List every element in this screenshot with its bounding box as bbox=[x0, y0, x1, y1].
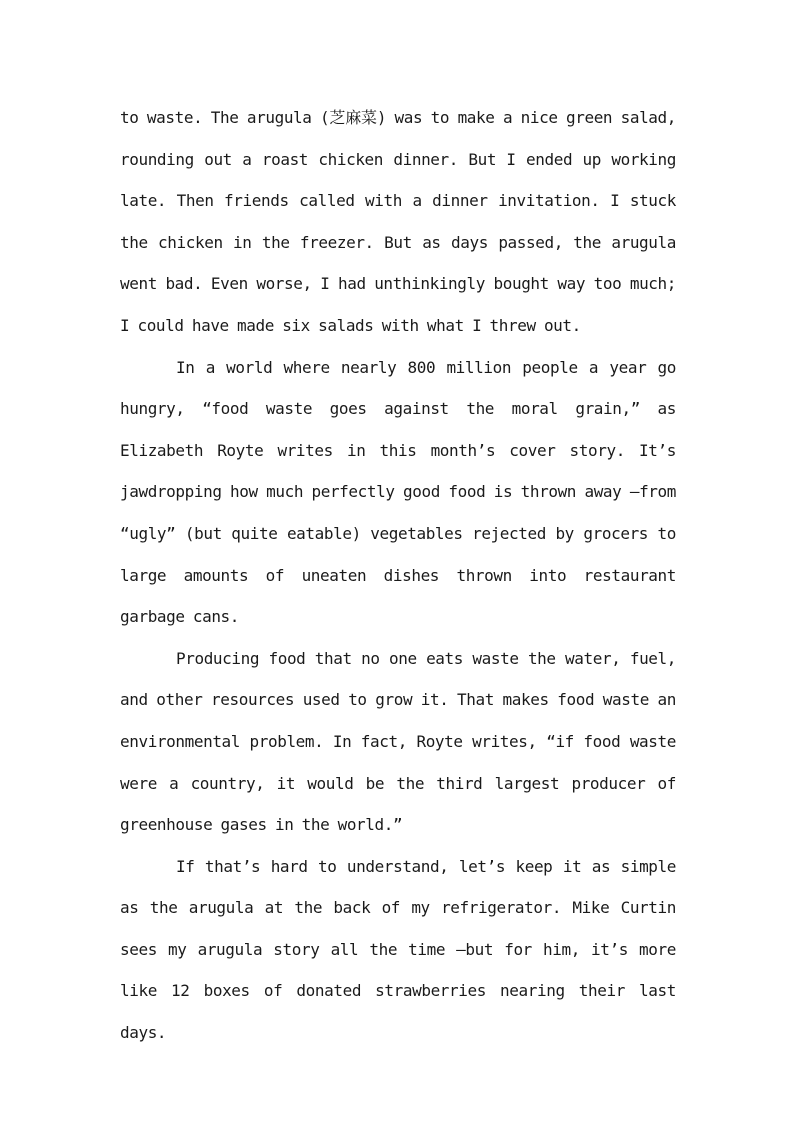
paragraph-environmental-problem: Producing food that no one eats waste the water, fuel, and other resources used to grow it. That makes food waste an environmental problem. In fact, Royte writes, “if food waste were a country, it would be the third largest producer of greenhouse gases in the world.” bbox=[120, 648, 676, 835]
paragraph-food-waste-moral: In a world where nearly 800 million people a year go hungry, “food waste goes against the moral grain,” as Elizabeth Royte writes in this month’s cover story. It’s jawdropping how much perfectly good food is thrown away —from “ugly” (but quite eatable) vegetables rejected by grocers to large amounts of uneaten dishes thrown into restaurant garbage cans. bbox=[120, 357, 676, 627]
paragraph-continued: to waste. The arugula (芝麻菜) was to make a nice green salad, rounding out a roast chicken dinner. But I ended up working late. Then friends called with a dinner invitation. I stuck the chicken in the freezer. But as days passed, the arugula went bad. Even worse, I had unthinkingly bought way too much; I could have made six salads with what I threw out. bbox=[120, 108, 676, 335]
article-body bbox=[120, 97, 676, 1054]
paragraph-arugula-story: If that’s hard to understand, let’s keep it as simple as the arugula at the back of my refrigerator. Mike Curtin sees my arugula story all the time —but for him, it’s more like 12 boxes of donated strawberries nearing their last days. bbox=[120, 856, 676, 1043]
